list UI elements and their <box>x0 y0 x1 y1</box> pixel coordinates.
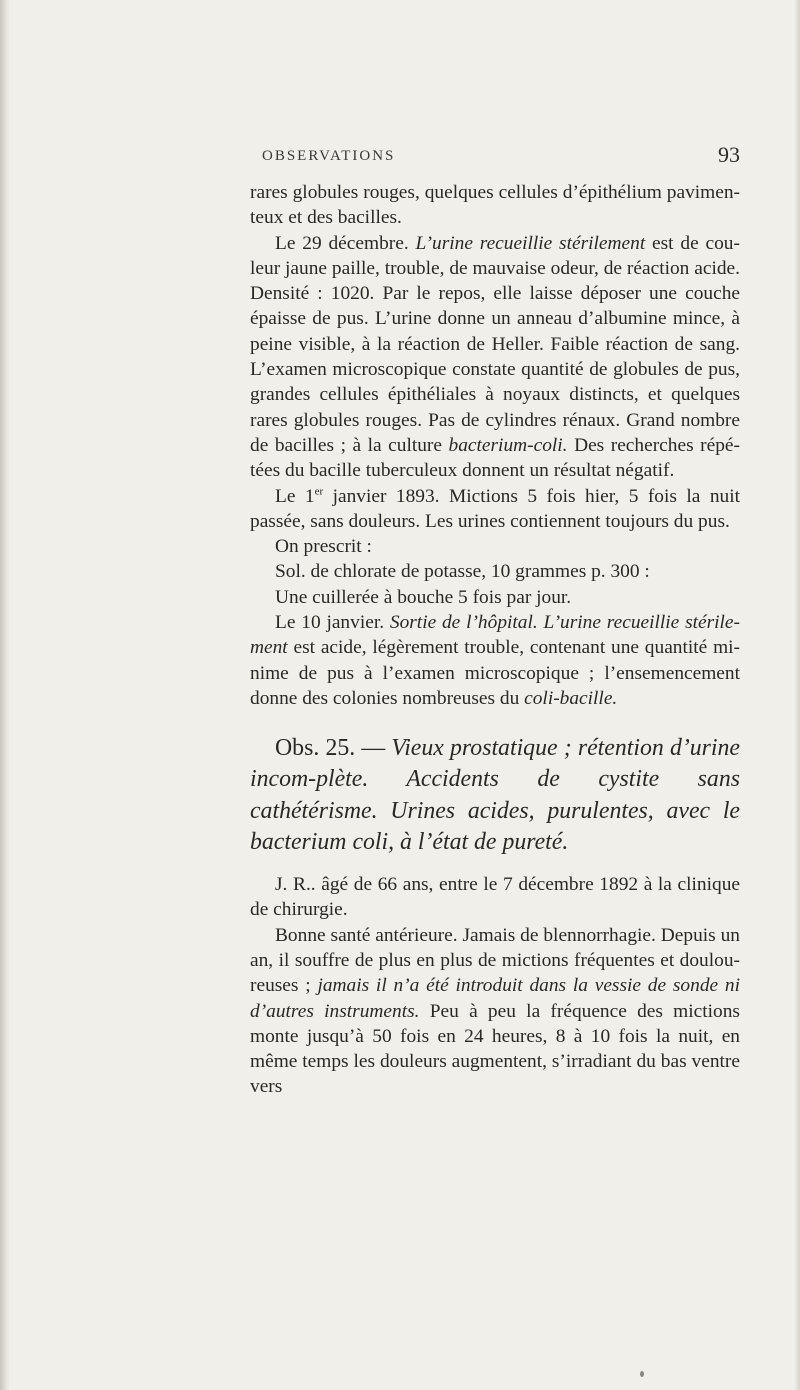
italic-phrase: L’urine recueillie stérilement <box>415 232 646 254</box>
prescription-line-1 <box>250 559 740 584</box>
entry-date: Le 29 décembre. <box>275 232 409 254</box>
paragraph-text: On prescrit : <box>275 536 372 558</box>
observation-heading <box>250 733 740 858</box>
ordinal-superscript: er <box>314 485 324 498</box>
paragraph-text: est de cou-leur jaune paille, trouble, de mauvaise odeur, de réaction acide. Densité : 1020. Par le repos, elle laisse déposer une couche épaisse de pus. L’urine donne un anneau d’albumine mince, à peine visible, à la réaction de Heller. Faible réaction de sang. L’examen microscopique constate quantité de globules de pus, grandes cellules épithéliales à noyaux distincts, et quelques rares globules rouges. Pas de cylindres rénaux. Grand nombre de bacilles ; à la culture <box>250 232 740 456</box>
section-spacer <box>250 858 740 872</box>
ink-speck <box>640 1371 644 1377</box>
page-header <box>262 142 740 176</box>
prescription-intro <box>250 534 740 559</box>
page-left-edge-shadow <box>0 0 10 1390</box>
running-head: OBSERVATIONS <box>262 148 396 164</box>
paragraph-text-end: Des recherches répé-tées du bacille tuberculeux donnent un résultat négatif. <box>250 434 740 482</box>
page-right-edge-shadow <box>794 0 800 1390</box>
italic-term: coli-bacille. <box>524 687 618 709</box>
paragraph-text: Bonne santé antérieure. Jamais de blennorrhagie. Depuis un an, il souffre de plus en plus de mictions fréquentes et doulou-reuses ; <box>250 924 740 997</box>
page-number: 93 <box>718 142 740 167</box>
entry-date: Le 10 janvier. <box>275 612 385 634</box>
paragraph-text: Sol. de chlorate de potasse, 10 grammes p. 300 : <box>275 561 650 583</box>
paragraph-history <box>250 923 740 1100</box>
paragraph-dec-29 <box>250 231 740 484</box>
prescription-line-2 <box>250 585 740 610</box>
paragraph-continuation <box>250 180 740 231</box>
paragraph-text: Une cuillerée à bouche 5 fois par jour. <box>275 586 572 608</box>
paragraph-text: est acide, légèrement trouble, contenant une quantité mi-nime de pus à l’examen microscopique ; l’ensemencement donne des colonies nombreuses du <box>250 637 740 709</box>
section-spacer <box>250 711 740 733</box>
italic-term: bacterium-coli. <box>448 434 568 456</box>
page-body <box>250 180 740 1100</box>
paragraph-text: janvier 1893. Mictions 5 fois hier, 5 fois la nuit passée, sans douleurs. Les urines contiennent toujours du pus. <box>250 485 740 532</box>
paragraph-jan-10 <box>250 610 740 711</box>
paragraph-jan-1 <box>250 484 740 535</box>
paragraph-text: J. R.. âgé de 66 ans, entre le 7 décembre 1892 à la clinique de chirurgie. <box>250 874 740 921</box>
italic-phrase: Sortie de l’hôpital. L’urine recueillie stérile-ment <box>250 612 740 659</box>
entry-date-prefix: Le 1 <box>275 485 315 507</box>
italic-phrase: jamais il n’a été introduit dans la vessie de sonde ni d’autres instruments. <box>250 975 740 1022</box>
paragraph-patient-intro <box>250 872 740 923</box>
observation-label: Obs. 25. — <box>275 735 386 762</box>
paragraph-text: rares globules rouges, quelques cellules d’épithélium pavimen-teux et des bacilles. <box>250 182 740 229</box>
paragraph-text-end: Peu à peu la fréquence des mictions monte jusqu’à 50 fois en 24 heures, 8 à 10 fois la nuit, en même temps les douleurs augmentent, s’irradiant du bas ventre vers <box>250 1000 740 1098</box>
observation-title: Vieux prostatique ; rétention d’urine incom-plète. Accidents de cystite sans cathétérisme. Urines acides, purulentes, avec le bacterium coli, à l’état de pureté. <box>250 735 740 855</box>
